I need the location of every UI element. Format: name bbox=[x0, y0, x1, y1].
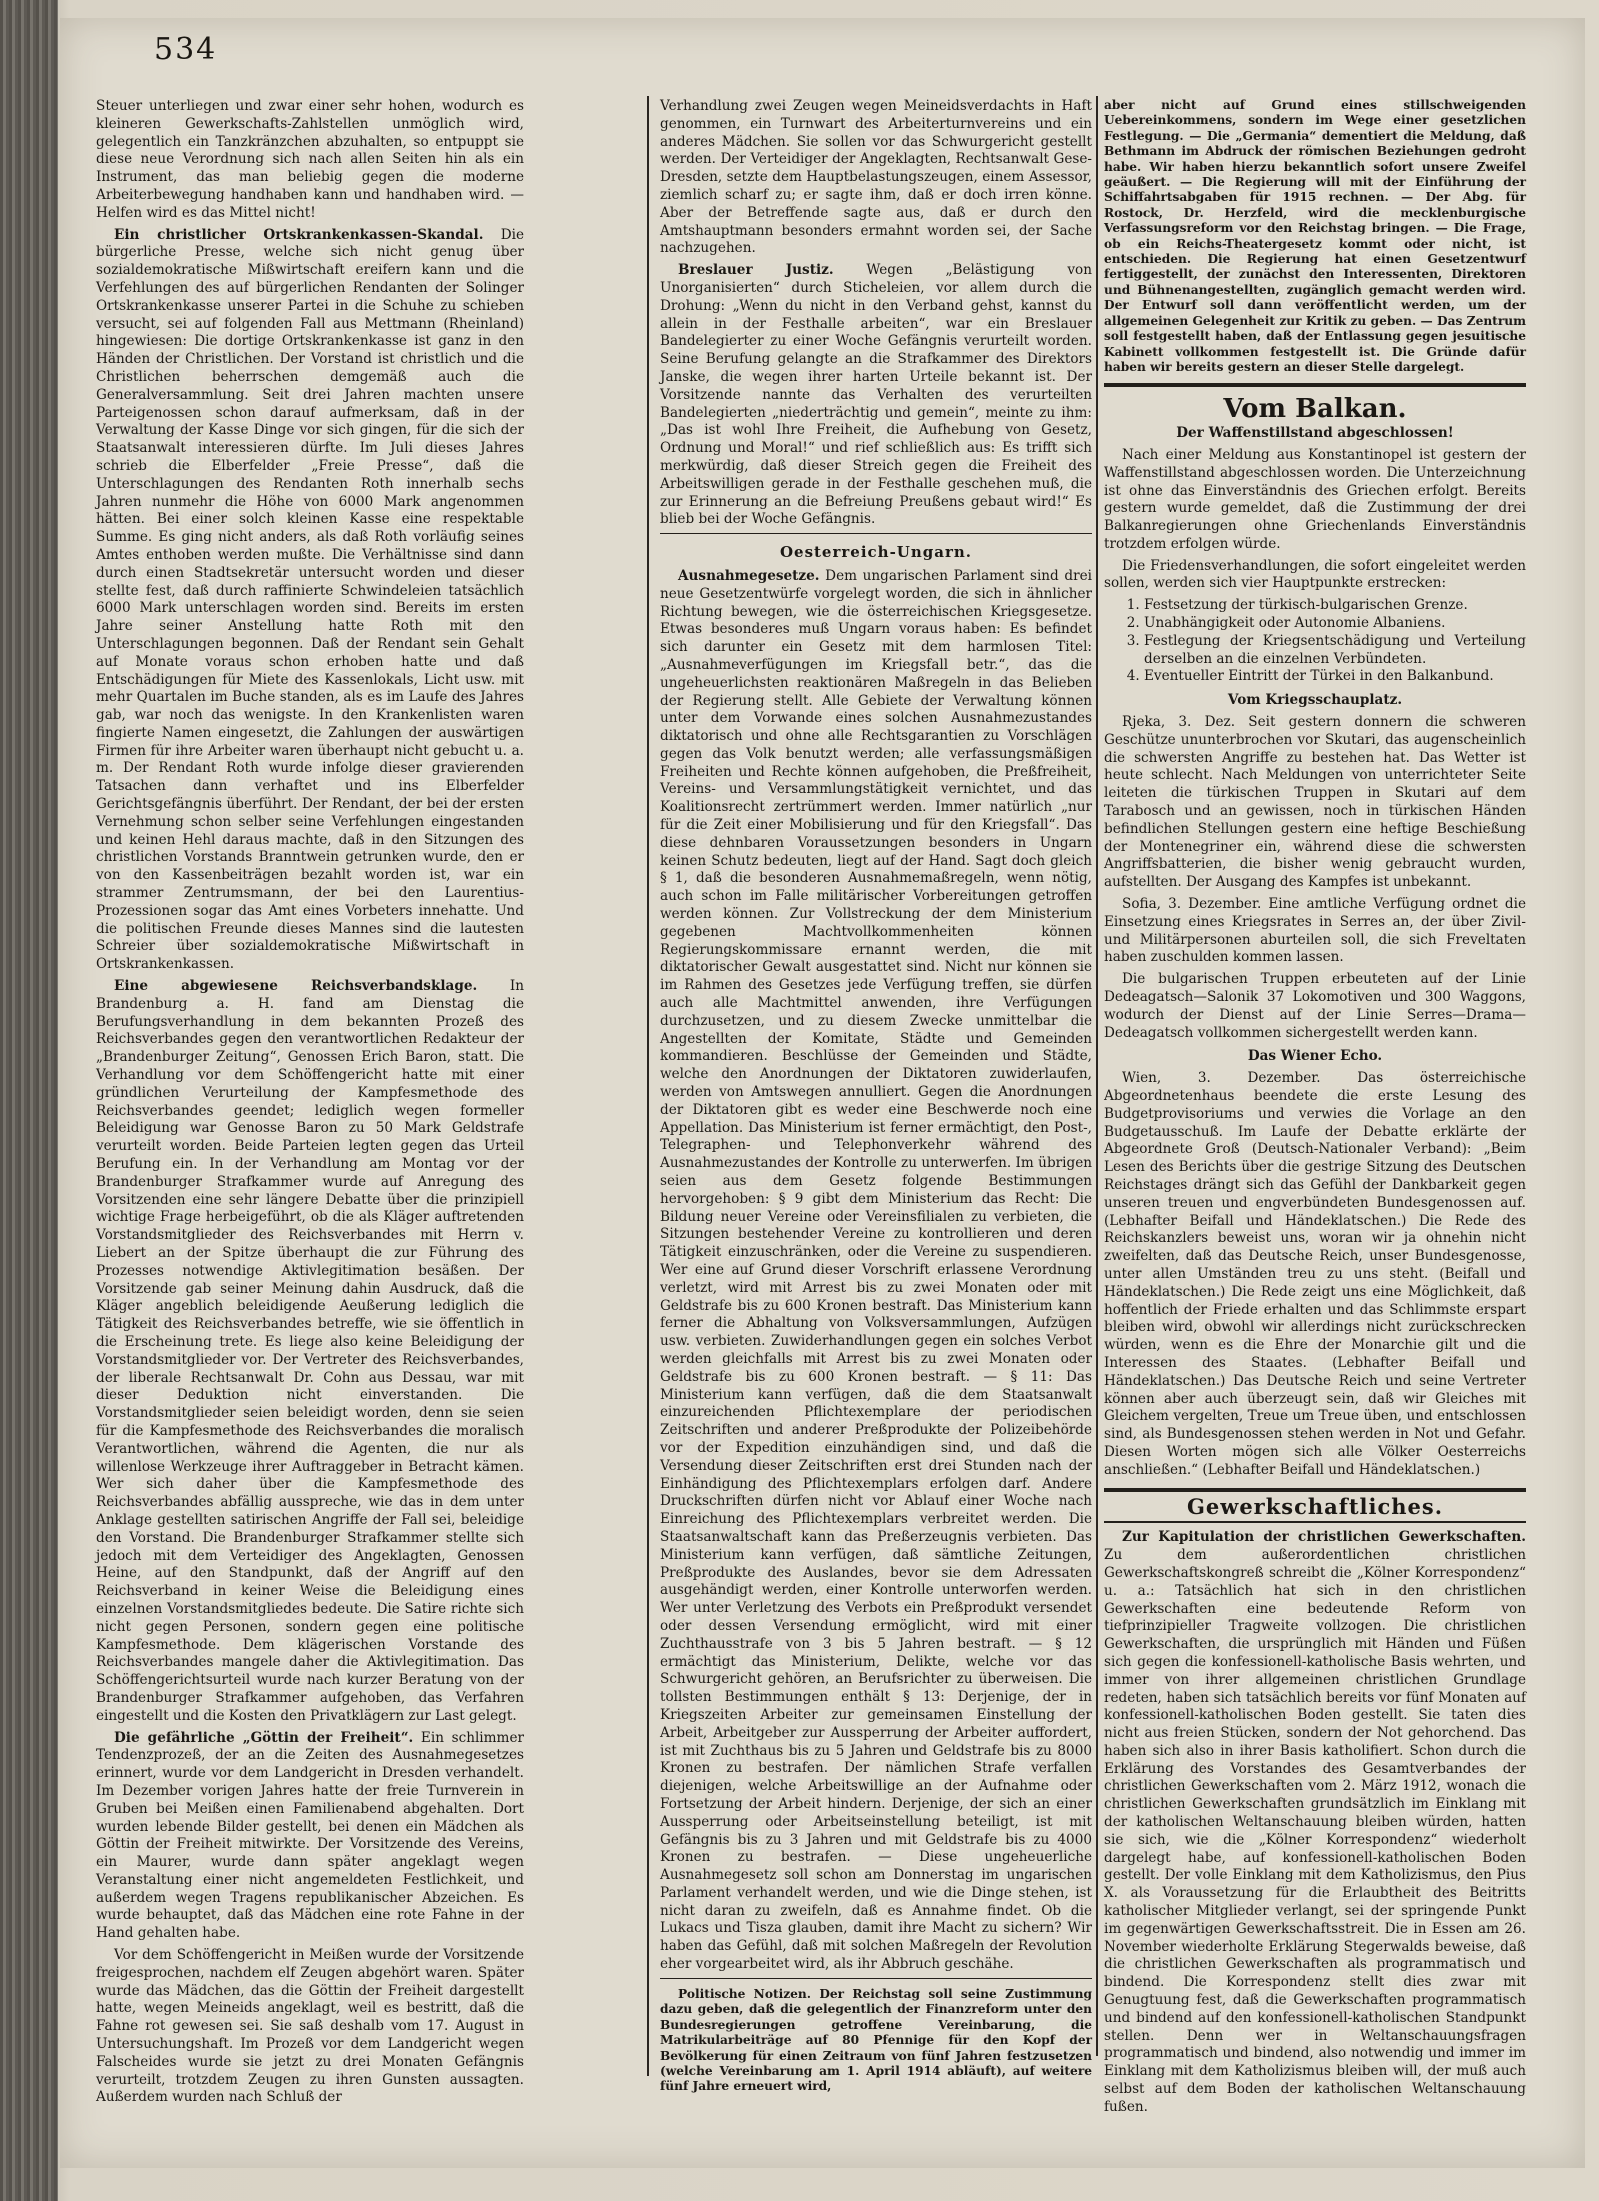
article-breslauer-justiz bbox=[660, 262, 1092, 529]
headline-reichsverbandsklage: Eine abgewiesene Reichsverbandsklage. bbox=[114, 978, 478, 995]
headline-wiener-echo: Das Wiener Echo. bbox=[1247, 1048, 1383, 1065]
headline-waffenstillstand: Der Waffenstillstand abgeschlossen! bbox=[1176, 425, 1454, 442]
body-bulgarische-truppen: Die bulgarischen Truppen erbeuteten auf der Linie Dedeagatsch—Salonik 37 Lokomotiven und 300 Waggons, wodurch der Dienst auf der Linie Serres—Drama—Dedeagatsch vollkommen sichergestellt werden kann. bbox=[1104, 971, 1526, 1041]
headline-ausnahmegesetze: Ausnahmegesetze. bbox=[678, 567, 820, 584]
page-number: 534 bbox=[154, 32, 218, 67]
body-politische-notizen: Der Reichstag soll seine Zustimmung dazu geben, daß die gelegentlich der Finanzreform unter den Bundesregierungen getroffene Vereinbarung, die Matrikularbeiträge auf 80 Pfennige für den Kopf der Bevölkerung für einen Zeitraum von fünf Jahren festzusetzen (welche Vereinbarung am 1. April 1914 abläuft), auf weitere fünf Jahre erneuert wird, bbox=[660, 1986, 1092, 2094]
section-vom-balkan: Vom Balkan. bbox=[1223, 394, 1407, 425]
body-sofia: Sofia, 3. Dezember. Eine amtliche Verfügung ordnet die Einsetzung eines Kriegsrates in Serres an, der über Zivil- und Militärpersonen aburteilen soll, die sich Freveltaten haben zuschulden kommen lassen. bbox=[1104, 896, 1526, 966]
article-goettin-der-freiheit bbox=[96, 1730, 524, 1944]
column-rule-left bbox=[647, 96, 649, 2076]
divider bbox=[660, 1978, 1092, 1979]
list-item: 2. Unabhängigkeit oder Autonomie Albaniens. bbox=[1144, 615, 1526, 633]
notizen-continuation: aber nicht auf Grund eines stillschweigenden Uebereinkommens, sondern im Wege einer gesetzlichen Festlegung. — Die „Germania“ dementiert die Meldung, daß Bethmann im Abdruck der römischen Beziehungen gedroht habe. Wir haben hierzu bekanntlich sofort unsere Zweifel geäußert. — Die Regierung will mit der Einführung der Schiffahrtsabgaben für 1915 rechnen. — Der Abg. für Rostock, Dr. Herzfeld, wird die mecklenburgische Verfassungsreform vor den Reichstag bringen. — Die Frage, ob ein Reichs-Theatergesetz kommt oder nicht, ist entschieden. Die Regierung hat einen Gesetzentwurf fertiggestellt, der zunächst den Interessenten, Direktoren und Bühnenangestellten, zugänglich gemacht werden wird. Der Entwurf soll dann veröffentlicht werden, um der allgemeinen Gelegenheit zur Kritik zu geben. — Das Zentrum soll festgestellt haben, daß der Entlassung gegen jesuitische Kabinett vollkommen festgestellt ist. Die Gründe dafür haben wir bereits gestern an dieser Stelle dargelegt. bbox=[1104, 98, 1526, 374]
headline-politische-notizen: Politische Notizen. bbox=[678, 1986, 811, 2001]
article-ortskrankenkasse bbox=[96, 227, 524, 974]
divider bbox=[1104, 1521, 1526, 1523]
body-waffenstillstand-1: Nach einer Meldung aus Konstantinopel ist gestern der Waffenstillstand abgeschlossen worden. Die Unterzeichnung ist ohne das Einverständnis des Griechen erfolgt. Bereits gestern wurde gemeldet, daß die Zustimmung der drei Balkanregierungen ohne Griechenlands Einverständnis trotzdem erfolgen würde. bbox=[1104, 446, 1526, 552]
article-politische-notizen bbox=[660, 1987, 1092, 2095]
divider bbox=[660, 533, 1092, 534]
article-continuation-2: Verhandlung zwei Zeugen wegen Meineidsverdachts in Haft genommen, ein Turnwart des Arbeiterturnvereins und ein anderes Mädchen. Sie sollen vor das Schwurgericht gestellt werden. Der Verteidiger der Angeklagten, Rechtsanwalt Gese-Dresden, setzte dem Hauptbelastungszeugen, einem Assessor, ziemlich scharf zu; er sagte ihm, daß er doch irren könne. Aber der Betreffende sagte aus, daß er durch den Amtshauptmann besonders ermahnt worden sei, der Sache nachzugehen. bbox=[660, 98, 1092, 257]
book-binding-edge bbox=[0, 0, 58, 2201]
body-goettin-2: Vor dem Schöffengericht in Meißen wurde der Vorsitzende freigesprochen, nachdem elf Zeugen abgehört waren. Später wurde das Mädchen, das die Göttin der Freiheit dargestellt hatte, wegen Meineids angeklagt, weil es bestritt, daß die Fahne rot gewesen sei. Sie saß deshalb vom 17. August in Untersuchungshaft. Im Prozeß vor dem Landgericht wegen Falscheides wurde sie jetzt zu drei Monaten Gefängnis verurteilt, trotzdem Zeugen zu ihren Gunsten aussagten. Außerdem wurden nach Schluß der bbox=[96, 1947, 524, 2106]
headline-breslauer-justiz: Breslauer Justiz. bbox=[678, 262, 834, 279]
body-kapitulation: Zu dem außerordentlichen christlichen Gewerkschaftskongreß schreibt die „Kölner Korrespondenz“ u. a.: Tatsächlich hat sich in den christlichen Gewerkschaften eine bedeutende Reform von tiefprinzipieller Tragweite vollzogen. Die christlichen Gewerkschaften, die ursprünglich mit Händen und Füßen sich gegen die konfessionell-katholische Basis wehrten, und immer von ihrer allgemeinen christlichen Grundlage redeten, haben sich tatsächlich bereits vor fünf Monaten auf konfessionell-katholischen Boden gestellt. Sie taten dies nicht aus freien Stücken, sondern der Not gehorchend. Das haben sich also in ihrer Basis katholifiert. Schon durch die Erklärung des Vorstandes des Gesamtverbandes der christlichen Gewerkschaften vom 2. März 1912, wonach die christlichen Gewerkschaften grundsätzlich im Einklang mit der katholischen Weltanschauung bleiben würden, hatten sie sich, wie die „Kölner Korrespondenz“ wiederholt dargelegt habe, auf konfessionell-katholischen Boden gestellt. Der volle Einklang mit dem Katholizismus, den Pius X. als Voraussetzung für die Erlaubtheit des Beitritts katholischer Mitglieder verlangt, sei der springende Punkt im gegenwärtigen Gewerkschaftsstreit. Die in Essen am 26. November wiederholte Erklärung Stegerwalds beweise, daß die christlichen Gewerkschaften als programmatisch und bindend. Die Korrespondenz stellt dies zwar mit Genugtuung fest, daß die Gewerkschaften programmatisch und bindend auf den konfessionell-katholischen Standpunkt stellen. Denn wer in Weltanschauungsfragen programmatisch und bindend, also notwendig und immer im Einklang mit dem Katholizismus bleiben will, der muß auch selbst auf dem Boden der katholischen Weltanschauung fußen. bbox=[1104, 1547, 1526, 2115]
column-rule-right bbox=[1096, 96, 1098, 2056]
headline-kriegsschauplatz: Vom Kriegsschauplatz. bbox=[1227, 692, 1403, 709]
list-item: 1. Festsetzung der türkisch-bulgarischen Grenze. bbox=[1144, 597, 1526, 615]
hauptpunkte-list bbox=[1104, 597, 1526, 686]
body-goettin-1: Ein schlimmer Tendenzprozeß, der an die Zeiten des Ausnahmegesetzes erinnert, wurde vor dem Landgericht in Dresden verhandelt. Im Dezember vorigen Jahres hatte der freie Turnverein in Gruben bei Meißen einen Familienabend abgehalten. Dort wurden lebende Bilder gestellt, bei denen ein Mädchen als Göttin der Freiheit mitwirkte. Der Vorsitzende des Vereins, ein Maurer, wurde dann später angeklagt wegen Veranstaltung einer nicht angemeldeten Festlichkeit, und außerdem wegen Tragens republikanischer Abzeichen. Es wurde behauptet, daß das Mädchen eine rote Fahne in der Hand gehalten habe. bbox=[96, 1729, 524, 1942]
headline-kapitulation: Zur Kapitulation der christlichen Gewerkschaften. bbox=[1122, 1529, 1526, 1546]
section-oesterreich-ungarn: Oesterreich-Ungarn. bbox=[779, 543, 973, 562]
divider bbox=[1104, 383, 1526, 387]
article-reichsverbandsklage bbox=[96, 978, 524, 1725]
section-gewerkschaftliches: Gewerkschaftliches. bbox=[1186, 1493, 1444, 1519]
headline-goettin-der-freiheit: Die gefährliche „Göttin der Freiheit“. bbox=[114, 1729, 414, 1746]
column-2 bbox=[660, 98, 1092, 2098]
body-rjeka: Rjeka, 3. Dez. Seit gestern donnern die schweren Geschütze ununterbrochen vor Skutari, das augenscheinlich die schwersten Angriffe zu bestehen hat. Das Wetter ist heute schlecht. Nach Meldungen von unterrichteter Seite leiteten die türkischen Truppen in Skutari auf dem Tarabosch und an gewissen, noch in türkischen Händen befindlichen Stellungen gestern eine heftige Beschießung der Montenegriner ein, während diese die schwersten Angriffsbatterien, die bisher wenig gebraucht wurden, aufstellten. Der Ausgang des Kampfes ist unbekannt. bbox=[1104, 714, 1526, 891]
body-wiener-echo: Wien, 3. Dezember. Das österreichische Abgeordnetenhaus beendete die erste Lesung des Budgetprovisoriums und verwies die Vorlage an den Budgetausschuß. Im Laufe der Debatte erklärte der Abgeordnete Groß (Deutsch-Nationaler Verband): „Beim Lesen des Berichts über die gestrige Sitzung des Deutschen Reichstages drängt sich das Gefühl der Dankbarkeit gegen unseren treuen und engverbündeten Bundesgenossen auf. (Lebhafter Beifall und Händeklatschen.) Die Rede des Reichskanzlers beweist uns, woran wir ja ohnehin nicht zweifelten, daß das Deutsche Reich, unser Bundesgenosse, unter allen Umständen treu zu uns steht. (Beifall und Händeklatschen.) Die Rede zeigt uns eine Möglichkeit, daß hoffentlich der Friede erhalten und das Schlimmste erspart bleiben wird, obwohl wir allerdings nicht zurückschrecken würden, wenn es die Ehre der Monarchie gilt und die Interessen des Staates. (Lebhafter Beifall und Händeklatschen.) Das Deutsche Reich und seine Vertreter können aber auch überzeugt sein, daß wir Gleiches mit Gleichem vergelten, Treue um Treue üben, und entschlossen sind, als Bundesgenossen stehen werden in Not und Gefahr. Diesen Worten mögen sich alle Völker Oesterreichs anschließen.“ (Lebhafter Beifall und Händeklatschen.) bbox=[1104, 1070, 1526, 1478]
body-reichsverbandsklage: In Brandenburg a. H. fand am Dienstag die Berufungsverhandlung in dem bekannten Prozeß des Reichsverbandes gegen den verantwortlichen Redakteur der „Brandenburger Zeitung“, Genossen Erich Baron, statt. Die Verhandlung vor dem Schöffengericht hatte mit einer gründlichen Verurteilung der Kampfesmethode des Reichsverbandes geendet; lediglich wegen formeller Beleidigung war Genosse Baron zu 50 Mark Geldstrafe verurteilt worden. Beide Parteien legten gegen das Urteil Berufung ein. In der Verhandlung am Montag vor der Brandenburger Strafkammer wurde auf Anregung des Vorsitzenden eine sehr längere Debatte über die prinzipiell wichtige Frage herbeigeführt, ob die als Kläger auftretenden Vorstandsmitglieder des Reichsverbandes mit Herrn v. Liebert an der Spitze überhaupt die zur Führung des Prozesses notwendige Aktivlegitimation besäßen. Der Vorsitzende gab seiner Meinung dahin Ausdruck, daß die Kläger angeblich beleidigende Aeußerung lediglich die Tätigkeit des Reichsverbandes betreffe, wie sie öffentlich in die Erscheinung trete. Es liege also keine Beleidigung der Vorstandsmitglieder vor. Der Vertreter des Reichsverbandes, der liberale Rechtsanwalt Dr. Cohn aus Dessau, war mit dieser Deduktion nicht einverstanden. Die Vorstandsmitglieder seien beleidigt worden, denn sie seien für die Kampfesmethode des Reichsverbandes die moralisch Verantwortlichen, während die Agenten, die nur als willenlose Werkzeuge ihrer Auftraggeber in Betracht kämen. Wer sich daher über die Kampfesmethode des Reichsverbandes abfällig ausspreche, wie das in dem unter Anklage gestellten satirischen Angriffe der Fall sei, beleidige den Vorstand. Die Brandenburger Strafkammer stellte sich jedoch mit dem Verteidiger des Angeklagten, Genossen Heine, auf den Standpunkt, daß der Angriff auf den Reichsverband in keiner Weise die Beleidigung eines einzelnen Vorstandsmitgliedes bedeute. Die Satire richte sich nicht gegen Personen, sondern gegen eine politische Kampfesmethode. Dem klägerischen Vorstande des Reichsverbandes mangele daher die Aktivlegitimation. Das Schöffengerichtsurteil wurde nach kurzer Beratung von der Brandenburger Strafkammer aufgehoben, das Verfahren eingestellt und die Kosten den Privatklägern zur Last gelegt. bbox=[96, 978, 524, 1724]
list-item: 4. Eventueller Eintritt der Türkei in den Balkanbund. bbox=[1144, 668, 1526, 686]
article-continuation: Steuer unterliegen und zwar einer sehr hohen, wodurch es kleineren Gewerkschafts-Zahlstellen unmöglich wird, gelegentlich ein Tanzkränzchen abzuhalten, so entpuppt sie diese neue Verordnung sich nach allen Seiten hin als ein Instrument, das man beliebig gegen die moderne Arbeiterbewegung handhaben kann und handhaben wird. — Helfen wird es das Mittel nicht! bbox=[96, 98, 524, 221]
list-item: 3. Festlegung der Kriegsentschädigung und Verteilung derselben an die einzelnen Verbündeten. bbox=[1144, 633, 1526, 669]
article-kapitulation bbox=[1104, 1529, 1526, 2116]
headline-ortskrankenkasse: Ein christlicher Ortskrankenkassen-Skandal. bbox=[114, 226, 484, 243]
article-ausnahmegesetze bbox=[660, 568, 1092, 1974]
body-ortskrankenkasse: Die bürgerliche Presse, welche sich nicht genug über sozialdemokratische Mißwirtschaft ereifern kann und die Verfehlungen des auf bürgerlichen Rendanten der Solinger Ortskrankenkasse unserer Partei in die Schuhe zu schieben versucht, sei auf folgenden Fall aus Mettmann (Rheinland) hingewiesen: Die dortige Ortskrankenkasse ist ganz in den Händen der Christlichen. Der Vorstand ist christlich und die Christlichen beherrschen demgemäß auch die Generalversammlung. Seit drei Jahren machten unsere Parteigenossen schon darauf aufmerksam, daß in der Verwaltung der Kasse Dinge vor sich gingen, für die sich der Staatsanwalt interessieren dürfte. Im Juli dieses Jahres schrieb die Elberfelder „Freie Presse“, daß die Unterschlagungen des Rendanten Roth innerhalb sechs Jahren nunmehr die Höhe von 6000 Mark angenommen hätten. Bei einer solch kleinen Kasse eine respektable Summe. Es ging nicht anders, als daß Roth vorläufig seines Amtes enthoben werden mußte. Die Verhältnisse sind dann durch einen Stadtsekretär untersucht worden und dieser stellte fest, daß durch raffinierte Schwindeleien tatsächlich 6000 Mark unterschlagen worden sind. Bereits im ersten Jahre seiner Anstellung hatte Roth mit den Unterschlagungen begonnen. Daß der Rendant sein Gehalt auf Monate voraus schon erhoben hatte und daß Entschädigungen für Miete des Kassenlokals, Licht usw. mit mehr Quartalen im Buche standen, als es im Laufe des Jahres gab, war noch das wenigste. In den Krankenlisten waren fingierte Namen eingesetzt, die Zahlungen der auswärtigen Firmen für ihre Arbeiter waren überhaupt nicht gebucht u. a. m. Der Rendant Roth wurde infolge dieser gravierenden Tatsachen dann verhaftet und ins Elberfelder Gerichtsgefängnis überführt. Der Rendant, der bei der ersten Vernehmung schon selber seine Verfehlungen eingestanden und keinen Hehl daraus machte, daß in den Sitzungen des christlichen Vorstands Branntwein getrunken wurde, den er von den Kassenbeiträgen bezahlt worden ist, war ein strammer Zentrumsmann, der bei den Laurentius-Prozessionen sogar das Amt eines Vorbeters innehatte. Und die politischen Freunde dieses Mannes sind die lautesten Schreier über sozialdemokratische Mißwirtschaft in Ortskrankenkassen. bbox=[96, 226, 524, 973]
body-waffenstillstand-2: Die Friedensverhandlungen, die sofort eingeleitet werden sollen, werden sich vier Hauptpunkte erstrecken: bbox=[1104, 557, 1526, 592]
column-1 bbox=[96, 98, 524, 2118]
body-breslauer-justiz: Wegen „Belästigung von Unorganisierten“ durch Sticheleien, vor allem durch die Drohung: „Wenn du nicht in den Verband gehst, kannst du allein in der Festhalle arbeiten“, war ein Breslauer Bandelegierter zu einer Woche Gefängnis verurteilt worden. Seine Berufung gelangte an die Strafkammer des Direktors Janske, die wegen ihrer harten Urteile bekannt ist. Der Vorsitzende nannte das Verhalten des verurteilten Bandelegierten „niederträchtig und gemein“, meinte zu ihm: „Das ist wohl Ihre Freiheit, die Aufhebung von Gesetz, Ordnung und Moral!“ und rief schließlich aus: Es trifft sich merkwürdig, daß dieser Streich gegen die Freiheit des Arbeitswilligen gerade in der Festhalle geschehen muß, die zur Erinnerung an die Befreiung Preußens gebaut wird!“ Es blieb bei der Woche Gefängnis. bbox=[660, 262, 1093, 528]
column-3 bbox=[1104, 98, 1526, 2115]
divider bbox=[1104, 1488, 1526, 1492]
body-ausnahmegesetze: Dem ungarischen Parlament sind drei neue Gesetzentwürfe vorgelegt worden, die sich in ähnlicher Richtung bewegen, wie die österreichischen Kriegsgesetze. Etwas besonderes muß Ungarn voraus haben: Es befindet sich darunter ein Gesetz mit dem harmlosen Titel: „Ausnahmeverfügungen im Kriegsfall betr.“, das die ungeheuerlichsten reaktionären Maßregeln in das Belieben der Regierung stellt. Alle Gebiete der Verwaltung können unter dem Vorwande eines solchen Ausnahmezustandes diktatorisch und ohne alle Rechtsgarantien zu Vorschlägen gegen das Volk benutzt werden; alle verfassungsmäßigen Freiheiten und Rechte können aufgehoben, die Preßfreiheit, Vereins- und Versammlungstätigkeit vernichtet, und das Koalitionsrecht zertrümmert werden. Immer natürlich „nur für die Zeit einer Mobilisierung und für den Kriegsfall“. Das diese dehnbaren Voraussetzungen besonders in Ungarn keinen Schutz bedeuten, liegt auf der Hand. Sagt doch gleich § 1, daß die besonderen Ausnahmemaßregeln, wenn nötig, auch schon im Falle militärischer Vorbereitungen getroffen werden können. Zur Vollstreckung der dem Ministerium gegebenen Machtvollkommenheiten können Regierungskommissare ernannt werden, die mit diktatorischer Gewalt ausgestattet sind. Nicht nur können sie im Rahmen des Gesetzes jede Verfügung treffen, sie dürfen auch alle Machtmittel anwenden, ihre Verfügungen durchzusetzen, und zu diesem Zwecke unmittelbar die Angestellten der Komitate, Städte und Gemeinden kommandieren. Beschlüsse der Gemeinden und Städte, welche den Anordnungen der Diktatoren zuwiderlaufen, werden von Amtswegen annulliert. Gegen die Anordnungen der Diktatoren gibt es weder eine Beschwerde noch eine Appellation. Das Ministerium ist ferner ermächtigt, den Post-, Telegraphen- und Telephonverkehr während des Ausnahmezustandes der Kontrolle zu unterwerfen. Im übrigen seien aus dem Gesetz folgende Bestimmungen hervorgehoben: § 9 gibt dem Ministerium das Recht: Die Bildung neuer Vereine oder Vereinsfilialen zu verbieten, die Sitzungen bestehender Vereine zu kontrollieren und deren Tätigkeit einzuschränken, oder die Vereine zu suspendieren. Wer eine auf Grund dieser Vorschrift erlassene Verordnung verletzt, wird mit Arrest bis zu zwei Monaten oder mit Geldstrafe bis zu 600 Kronen bestraft. Das Ministerium kann ferner die Abhaltung von Volksversammlungen, Aufzügen usw. verbieten. Zuwiderhandlungen gegen ein solches Verbot werden gleichfalls mit Arrest bis zu zwei Monaten oder Geldstrafe bis zu 600 Kronen bestraft. — § 11: Das Ministerium kann verfügen, daß die dem Staatsanwalt einzureichenden Pflichtexemplare der periodischen Zeitschriften und anderer Preßprodukte der Polizeibehörde vor der Expedition einzuhändigen sind, und daß die Versendung dieser Zeitschriften erst drei Stunden nach der Einhändigung des Pflichtexemplars erfolgen darf. Andere Druckschriften dürfen nicht vor Ablauf einer Woche nach Einreichung des Pflichtexemplars verbreitet werden. Die Staatsanwaltschaft kann das Preßerzeugnis verbieten. Das Ministerium kann verfügen, daß sämtliche Zeitungen, Preßprodukte des Auslandes, bevor sie dem Adressaten ausgehändigt werden, einer Kontrolle unterworfen werden. Wer unter Verletzung des Verbots ein Preßprodukt versendet oder dessen Versendung ermöglicht, wird mit einer Zuchthausstrafe von 3 bis 5 Jahren bestraft. — § 12 ermächtigt das Ministerium, Delikte, welche vor das Schwurgericht gehören, an Berufsrichter zu überweisen. Die tollsten Bestimmungen enthält § 13: Derjenige, der in Kriegszeiten Arbeiter zur gemeinsamen Einstellung der Arbeit, Arbeitgeber zur Aussperrung der Arbeiter auffordert, ist mit Zuchthaus bis zu 5 Jahren und Geldstrafe bis zu 8000 Kronen zu bestrafen. Der nämlichen Strafe verfallen diejenigen, welche Arbeitswillige an der Aufnahme oder Fortsetzung der Arbeit hindern. Derjenige, der sich an einer Aussperrung oder Arbeitseinstellung beteiligt, ist mit Gefängnis bis zu 3 Jahren und mit Geldstrafe bis zu 4000 Kronen zu bestrafen. — Diese ungeheuerliche Ausnahmegesetz soll schon am Donnerstag im ungarischen Parlament verhandelt werden, und wie die Dinge stehen, ist nicht daran zu zweifeln, daß es Annahme findet. Ob die Lukacs und Tisza glauben, damit ihre Macht zu sichern? Wir haben das Gefühl, daß mit solchen Maßregeln der Revolution eher vorgearbeitet wird, als ihr Abbruch geschähe. bbox=[660, 567, 1092, 1973]
